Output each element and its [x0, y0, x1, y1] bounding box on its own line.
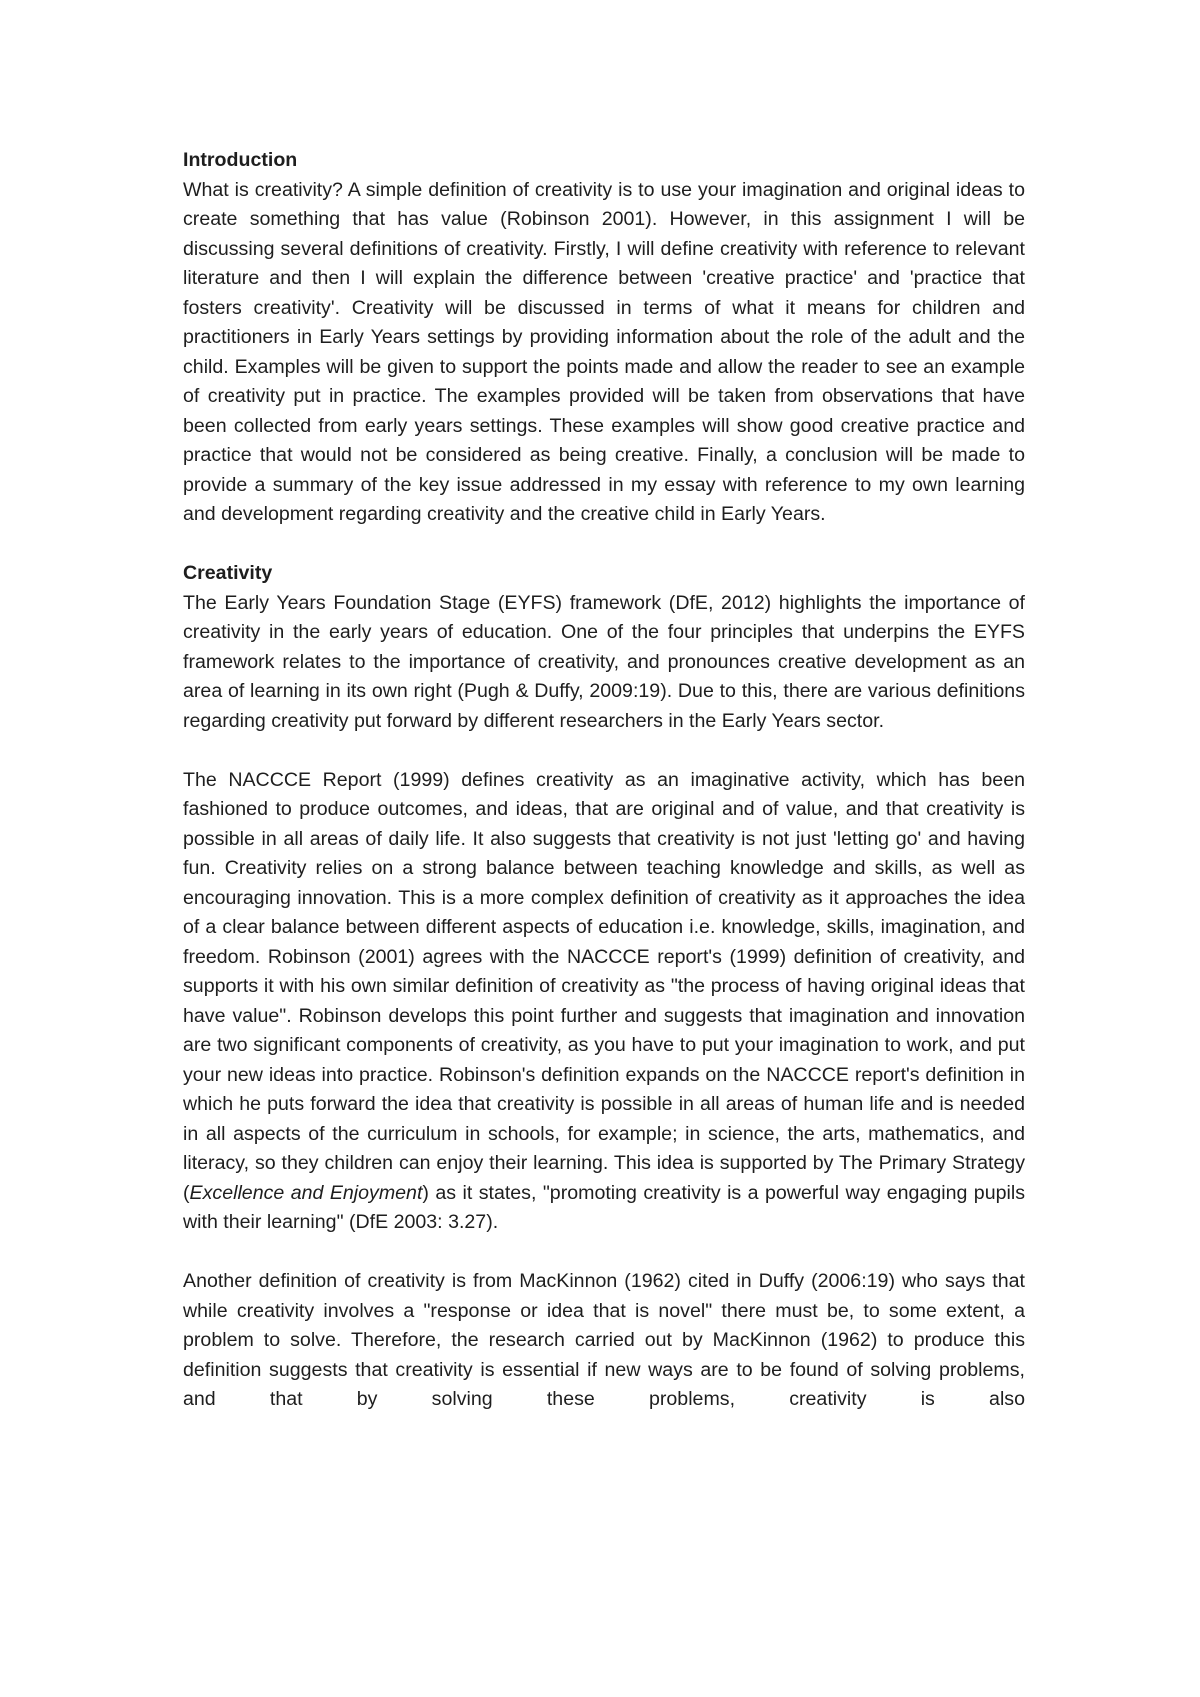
document-body [183, 146, 1025, 1415]
creativity-paragraph-2-text-a: The NACCCE Report (1999) defines creativity as an imaginative activity, which has been fashioned to produce outcomes, and ideas, that are original and of value, and that creativity is possible in all areas of daily life. It also suggests that creativity is not just 'letting go' and having fun. Creativity relies on a strong balance between teaching knowledge and skills, as well as encouraging innovation. This is a more complex definition of creativity as it approaches the idea of a clear balance between different aspects of education i.e. knowledge, skills, imagination, and freedom. Robinson (2001) agrees with the NACCCE report's (1999) definition of creativity, and supports it with his own similar definition of creativity as "the process of having original ideas that have value". Robinson develops this point further and suggests that imagination and innovation are two significant components of creativity, as you have to put your imagination to work, and put your new ideas into practice. Robinson's definition expands on the NACCCE report's definition in which he puts forward the idea that creativity is possible in all areas of human life and is needed in all aspects of the curriculum in schools, for example; in science, the arts, mathematics, and literacy, so they children can enjoy their learning. This idea is supported by The Primary Strategy ( [183, 768, 1025, 1204]
creativity-paragraph-2 [183, 766, 1025, 1238]
creativity-paragraph-3: Another definition of creativity is from MacKinnon (1962) cited in Duffy (2006:19) who says that while creativity involves a "response or idea that is novel" there must be, to some extent, a problem to solve. Therefore, the research carried out by MacKinnon (1962) to produce this definition suggests that creativity is essential if new ways are to be found of solving problems, and that by solving these problems, creativity is also [183, 1270, 1025, 1410]
creativity-paragraph-2-text-b: ) as it states, "promoting creativity is a powerful way engaging pupils with their learning" (DfE 2003: 3.27). [183, 1181, 1025, 1233]
creativity-heading: Creativity [183, 562, 273, 584]
introduction-paragraph: What is creativity? A simple definition of creativity is to use your imagination and original ideas to create something that has value (Robinson 2001). However, in this assignment I will be discussing several definitions of creativity. Firstly, I will define creativity with reference to relevant literature and then I will explain the difference between 'creative practice' and 'practice that fosters creativity'. Creativity will be discussed in terms of what it means for children and practitioners in Early Years settings by providing information about the role of the adult and the child. Examples will be given to support the points made and allow the reader to see an example of creativity put in practice. The examples provided will be taken from observations that have been collected from early years settings. These examples will show good creative practice and practice that would not be considered as being creative. Finally, a conclusion will be made to provide a summary of the key issue addressed in my essay with reference to my own learning and development regarding creativity and the creative child in Early Years. [183, 178, 1025, 525]
excellence-and-enjoyment-title: Excellence and Enjoyment [189, 1181, 423, 1204]
introduction-heading: Introduction [183, 149, 298, 171]
creativity-paragraph-1: The Early Years Foundation Stage (EYFS) framework (DfE, 2012) highlights the importance of creativity in the early years of education. One of the four principles that underpins the EYFS framework relates to the importance of creativity, and pronounces creative development as an area of learning in its own right (Pugh & Duffy, 2009:19). Due to this, there are various definitions regarding creativity put forward by different researchers in the Early Years sector. [183, 591, 1025, 732]
